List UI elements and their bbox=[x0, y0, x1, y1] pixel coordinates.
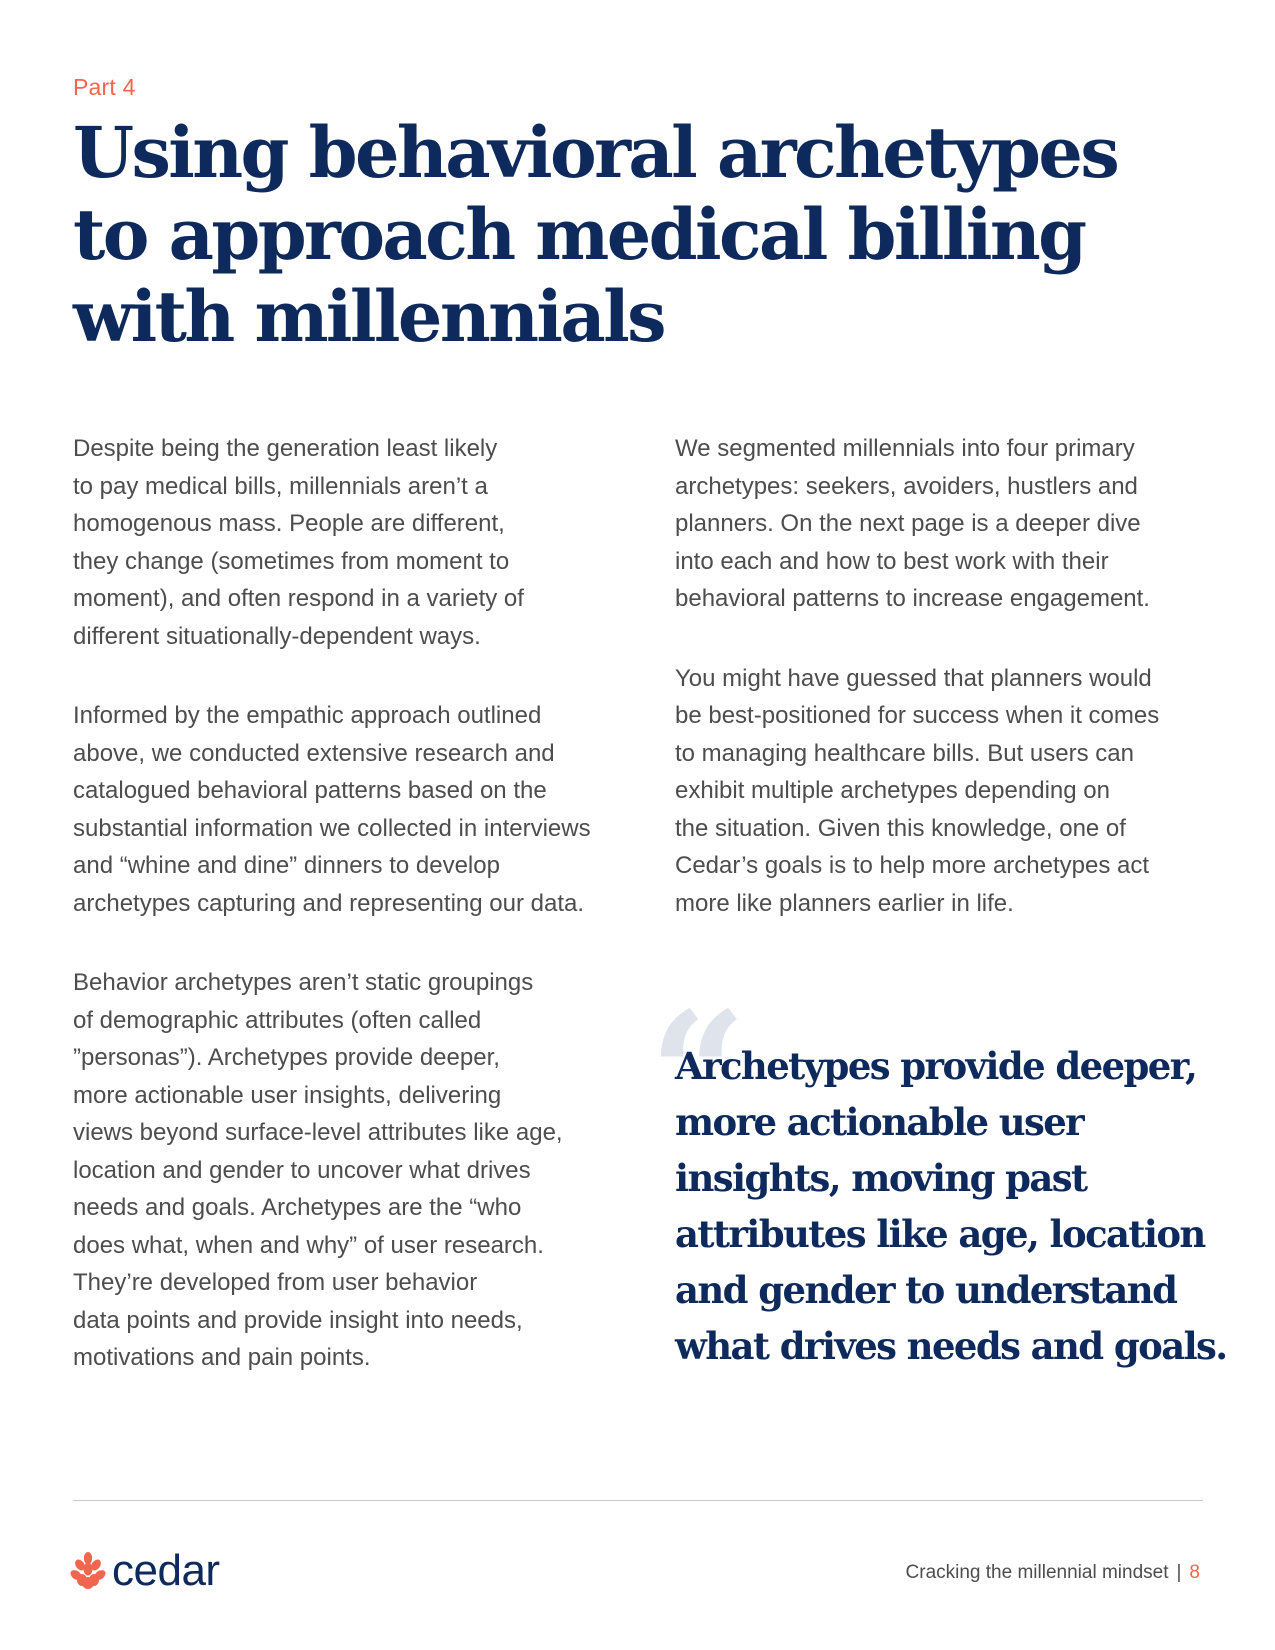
text-line: more actionable user insights, delivering bbox=[73, 1081, 502, 1109]
text-line: Informed by the empathic approach outlined bbox=[73, 702, 542, 729]
text-line: We segmented millennials into four primary bbox=[675, 435, 1135, 462]
page-number: 8 bbox=[1189, 1562, 1200, 1583]
text-line: the situation. Given this knowledge, one of bbox=[675, 814, 1126, 842]
page-title bbox=[73, 111, 1118, 358]
text-line: does what, when and why” of user research. bbox=[73, 1231, 544, 1259]
footer-meta bbox=[906, 1562, 1200, 1584]
text-line: needs and goals. Archetypes are the “who bbox=[73, 1194, 522, 1221]
body-paragraph bbox=[73, 964, 613, 1377]
body-paragraph bbox=[73, 430, 613, 655]
quote-line: and gender to understand bbox=[675, 1268, 1177, 1312]
cedar-logo bbox=[70, 1548, 220, 1594]
footer-separator: | bbox=[1176, 1562, 1182, 1583]
text-line: planners. On the next page is a deeper dive bbox=[675, 510, 1141, 537]
text-line: moment), and often respond in a variety of bbox=[73, 585, 524, 612]
title-line: with millennials bbox=[73, 275, 664, 358]
quote-line: more actionable user bbox=[675, 1100, 1084, 1144]
text-line: exhibit multiple archetypes depending on bbox=[675, 777, 1110, 804]
text-line: archetypes: seekers, avoiders, hustlers and bbox=[675, 472, 1138, 500]
text-line: to pay medical bills, millennials aren’t a bbox=[73, 472, 488, 500]
right-column bbox=[675, 430, 1195, 964]
text-line: catalogued behavioral patterns based on the bbox=[73, 777, 547, 804]
quote-line: what drives needs and goals. bbox=[675, 1324, 1227, 1368]
text-line: location and gender to uncover what drives bbox=[73, 1156, 531, 1184]
body-paragraph bbox=[675, 430, 1195, 618]
footer-divider bbox=[73, 1500, 1203, 1501]
text-line: Despite being the generation least likely bbox=[73, 435, 498, 462]
text-line: Cedar’s goals is to help more archetypes act bbox=[675, 852, 1150, 879]
text-line: data points and provide insight into needs, bbox=[73, 1306, 523, 1334]
text-line: different situationally-dependent ways. bbox=[73, 622, 481, 650]
part-label: Part 4 bbox=[73, 74, 136, 100]
text-line: and “whine and dine” dinners to develop bbox=[73, 852, 500, 879]
text-line: homogenous mass. People are different, bbox=[73, 510, 505, 537]
text-line: ”personas”). Archetypes provide deeper, bbox=[73, 1044, 500, 1071]
title-line: Using behavioral archetypes bbox=[73, 111, 1118, 194]
publication-title: Cracking the millennial mindset bbox=[905, 1562, 1169, 1583]
body-paragraph bbox=[73, 697, 613, 922]
text-line: more like planners earlier in life. bbox=[675, 889, 1014, 917]
cedar-cone-icon bbox=[70, 1551, 106, 1591]
text-line: into each and how to best work with their bbox=[675, 547, 1109, 575]
quote-line: attributes like age, location bbox=[675, 1212, 1205, 1256]
pull-quote bbox=[649, 975, 1227, 1374]
left-column bbox=[73, 430, 613, 1419]
quote-line: insights, moving past bbox=[675, 1156, 1087, 1200]
body-paragraph bbox=[675, 660, 1195, 923]
text-line: You might have guessed that planners would bbox=[675, 664, 1152, 692]
text-line: above, we conducted extensive research and bbox=[73, 739, 555, 767]
text-line: archetypes capturing and representing our data. bbox=[73, 889, 584, 917]
text-line: of demographic attributes (often called bbox=[73, 1006, 482, 1034]
title-line: to approach medical billing bbox=[73, 193, 1085, 276]
text-line: to managing healthcare bills. But users can bbox=[675, 739, 1134, 767]
quote-mark-icon: “ bbox=[649, 975, 747, 1175]
text-line: behavioral patterns to increase engagement. bbox=[675, 585, 1150, 612]
text-line: They’re developed from user behavior bbox=[73, 1269, 478, 1296]
text-line: motivations and pain points. bbox=[73, 1344, 371, 1371]
text-line: views beyond surface-level attributes like age, bbox=[73, 1119, 563, 1146]
text-line: substantial information we collected in interviews bbox=[73, 814, 591, 842]
logo-wordmark: cedar bbox=[112, 1546, 220, 1595]
text-line: Behavior archetypes aren’t static groupings bbox=[73, 969, 534, 996]
quote-line: Archetypes provide deeper, bbox=[675, 1044, 1197, 1088]
text-line: be best-positioned for success when it comes bbox=[675, 702, 1160, 729]
text-line: they change (sometimes from moment to bbox=[73, 547, 510, 575]
pull-quote-text bbox=[675, 1038, 1227, 1374]
